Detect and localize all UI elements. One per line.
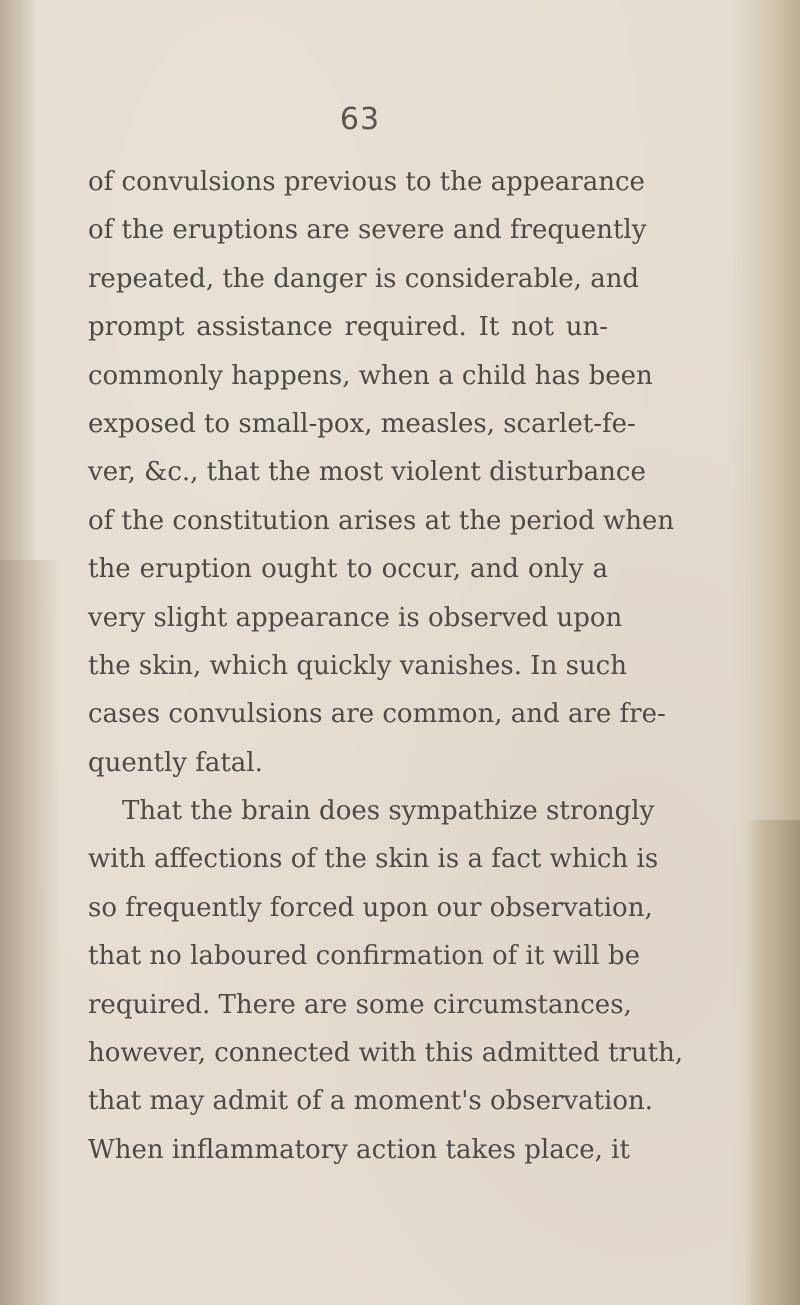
- text-line: very slight appearance is observed upon: [88, 602, 623, 633]
- text-line: When inflammatory action takes place, it: [88, 1134, 630, 1165]
- text-line: however, connected with this admitted truth,: [88, 1038, 684, 1069]
- text-line: the skin, which quickly vanishes. In such: [88, 650, 627, 681]
- text-line: exposed to small-pox, measles, scarlet-fe-: [88, 408, 636, 439]
- text-line: the eruption ought to occur, and only a: [88, 554, 608, 585]
- text-line: prompt assistance required. It not un-: [88, 312, 608, 343]
- text-line: with affections of the skin is a fact which is: [88, 844, 659, 875]
- text-line-paragraph-start: That the brain does sympathize strongly: [122, 796, 655, 827]
- text-line: ver, &c., that the most violent disturbance: [88, 457, 646, 488]
- body-text: [88, 158, 684, 1174]
- text-line: of the constitution arises at the period when: [88, 505, 675, 536]
- text-line: that may admit of a moment's observation.: [88, 1086, 654, 1117]
- text-line: that no laboured confirmation of it will be: [88, 941, 641, 972]
- text-line: cases convulsions are common, and are fre-: [88, 699, 666, 730]
- text-line: required. There are some circumstances,: [88, 989, 632, 1020]
- page-number: 63: [339, 102, 381, 137]
- text-line: commonly happens, when a child has been: [88, 360, 653, 391]
- text-line: of the eruptions are severe and frequently: [88, 215, 647, 246]
- left-page-edge-shadow: [0, 560, 60, 1305]
- text-line: repeated, the danger is considerable, and: [88, 263, 640, 294]
- text-line: quently fatal.: [88, 747, 263, 778]
- right-binding-edge-shadow: [745, 820, 800, 1305]
- text-line: so frequently forced upon our observation,: [88, 892, 653, 923]
- text-line: of convulsions previous to the appearance: [88, 167, 645, 197]
